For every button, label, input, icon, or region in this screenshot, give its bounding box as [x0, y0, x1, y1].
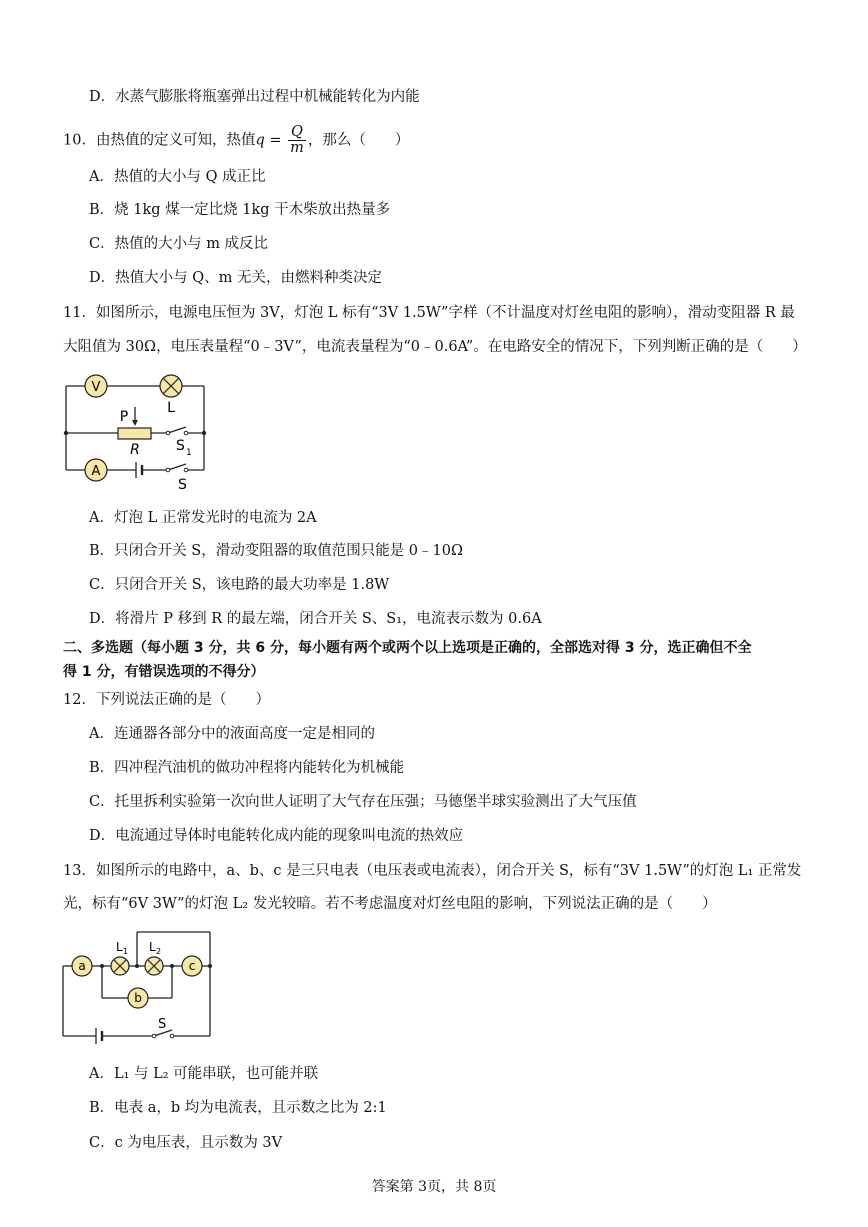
q13-option-c: C．c 为电压表，且示数为 3V: [89, 1135, 283, 1151]
q13-stem-line1: 13．如图所示的电路中，a、b、c 是三只电表（电压表或电流表），闭合开关 S，标有“3V 1.5W”的灯泡 L₁ 正常发: [63, 863, 802, 879]
q11-circuit-diagram: [58, 368, 218, 496]
slider-label: P: [119, 409, 129, 425]
lamp-l1-label: L: [116, 940, 123, 954]
section2-heading-line1: 二、多选题（每小题 3 分，共 6 分，每小题有两个或两个以上选项是正确的，全部选对得 3 分，选正确但不全: [63, 640, 752, 656]
q10-stem: [63, 125, 409, 156]
q10-stem-post: ，那么（ ）: [307, 132, 410, 149]
ammeter-label: A: [91, 464, 101, 479]
lamp-l2-label: L: [149, 940, 156, 954]
q12-option-d: D．电流通过导体时电能转化成内能的现象叫电流的热效应: [89, 828, 464, 844]
q11-option-a: A．灯泡 L 正常发光时的电流为 2A: [89, 510, 317, 526]
switch-s-label: S: [158, 1017, 167, 1032]
q10-formula-lhs: q: [255, 132, 265, 149]
q13-option-b: B．电表 a，b 均为电流表，且示数之比为 2:1: [89, 1100, 387, 1116]
q10-stem-pre: 10．由热值的定义可知，热值: [63, 132, 256, 149]
q11-option-d: D．将滑片 P 移到 R 的最左端，闭合开关 S、S₁，电流表示数为 0.6A: [89, 611, 542, 627]
q10-option-c: C．热值的大小与 m 成反比: [89, 236, 269, 252]
switch-s-label: S: [178, 477, 187, 493]
meter-c-label: c: [188, 959, 196, 973]
section2-heading-line2: 得 1 分，有错误选项的不得分）: [63, 664, 265, 680]
q10-formula-eq: =: [264, 132, 287, 149]
q12-option-b: B．四冲程汽油机的做功冲程将内能转化为机械能: [89, 760, 405, 776]
q9-option-d: D．水蒸气膨胀将瓶塞弹出过程中机械能转化为内能: [89, 89, 420, 105]
q13-stem-line2: 光，标有“6V 3W”的灯泡 L₂ 发光较暗。若不考虑温度对灯丝电阻的影响，下列说法正确的是（ ）: [63, 896, 717, 912]
page-footer: 答案第 3页，共 8页: [371, 1179, 497, 1195]
q13-option-a: A．L₁ 与 L₂ 可能串联，也可能并联: [89, 1066, 319, 1082]
switch-s1-subscript: 1: [186, 448, 192, 458]
lamp-label: L: [167, 400, 175, 416]
q11-option-b: B．只闭合开关 S，滑动变阻器的取值范围只能是 0﹣10Ω: [89, 543, 464, 559]
q10-option-b: B．烧 1kg 煤一定比烧 1kg 干木柴放出热量多: [89, 202, 391, 218]
rheostat-label: R: [130, 442, 140, 458]
q11-stem-line1: 11．如图所示，电源电压恒为 3V，灯泡 L 标有“3V 1.5W”字样（不计温度对灯丝电阻的影响），滑动变阻器 R 最: [63, 305, 795, 321]
lamp-l1-subscript: 1: [123, 947, 129, 956]
q12-option-a: A．连通器各部分中的液面高度一定是相同的: [89, 726, 375, 742]
switch-s1-label: S: [176, 438, 185, 454]
voltmeter-label: V: [91, 380, 101, 395]
meter-b-label: b: [134, 991, 142, 1005]
q13-circuit-diagram: [58, 926, 218, 1054]
q12-stem: 12．下列说法正确的是（ ）: [63, 692, 270, 708]
q12-option-c: C．托里拆利实验第一次向世人证明了大气存在压强；马德堡半球实验测出了大气压值: [89, 794, 637, 810]
q10-option-d: D．热值大小与 Q、m 无关，由燃料种类决定: [89, 270, 382, 286]
q10-option-a: A．热值的大小与 Q 成正比: [89, 169, 266, 185]
lamp-l2-subscript: 2: [156, 947, 162, 956]
q10-fraction-numerator: Q: [288, 125, 306, 141]
q11-option-c: C．只闭合开关 S，该电路的最大功率是 1.8W: [89, 577, 390, 593]
q10-fraction: [288, 125, 306, 156]
q11-stem-line2: 大阻值为 30Ω，电压表量程“0﹣3V”，电流表量程为“0﹣0.6A”。在电路安全的情况下，下列判断正确的是（ ）: [63, 339, 807, 355]
meter-a-label: a: [78, 959, 86, 973]
q10-fraction-denominator: m: [290, 140, 304, 156]
